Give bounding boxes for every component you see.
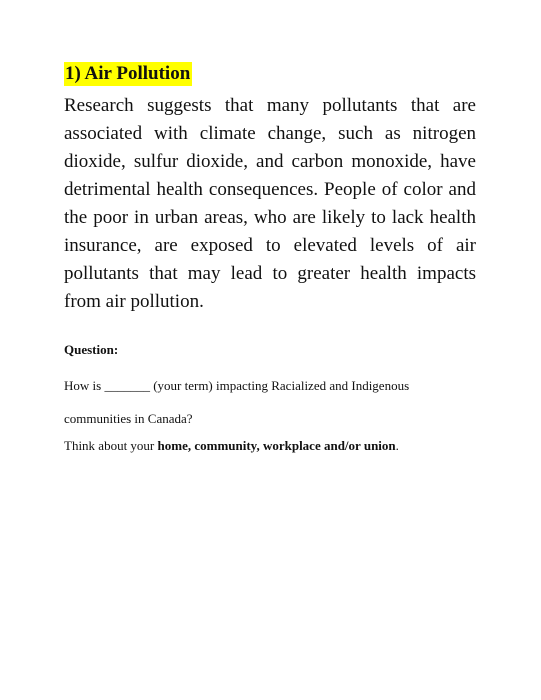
- section-heading-row: [64, 62, 476, 86]
- page-content: [64, 62, 476, 457]
- section-heading: 1) Air Pollution: [65, 63, 191, 84]
- think-prefix: Think about your: [64, 438, 158, 453]
- question-text: How is _______ (your term) impacting Racialized and Indigenous communities in Canada?: [64, 378, 410, 426]
- think-emphasis: home, community, workplace and/or union: [157, 438, 396, 453]
- section-body-paragraph: Research suggests that many pollutants that are associated with climate change, such as nitrogen dioxide, sulfur dioxide, and carbon monoxide, have detrimental health consequences. People of color and the poor in urban areas, who are likely to lack health insurance, are exposed to elevated levels of air pollutants that may lead to greater health impacts from air pollution.: [64, 95, 476, 312]
- question-label: Question:: [64, 342, 119, 357]
- think-suffix: .: [395, 438, 399, 453]
- think-about-line: [64, 435, 476, 457]
